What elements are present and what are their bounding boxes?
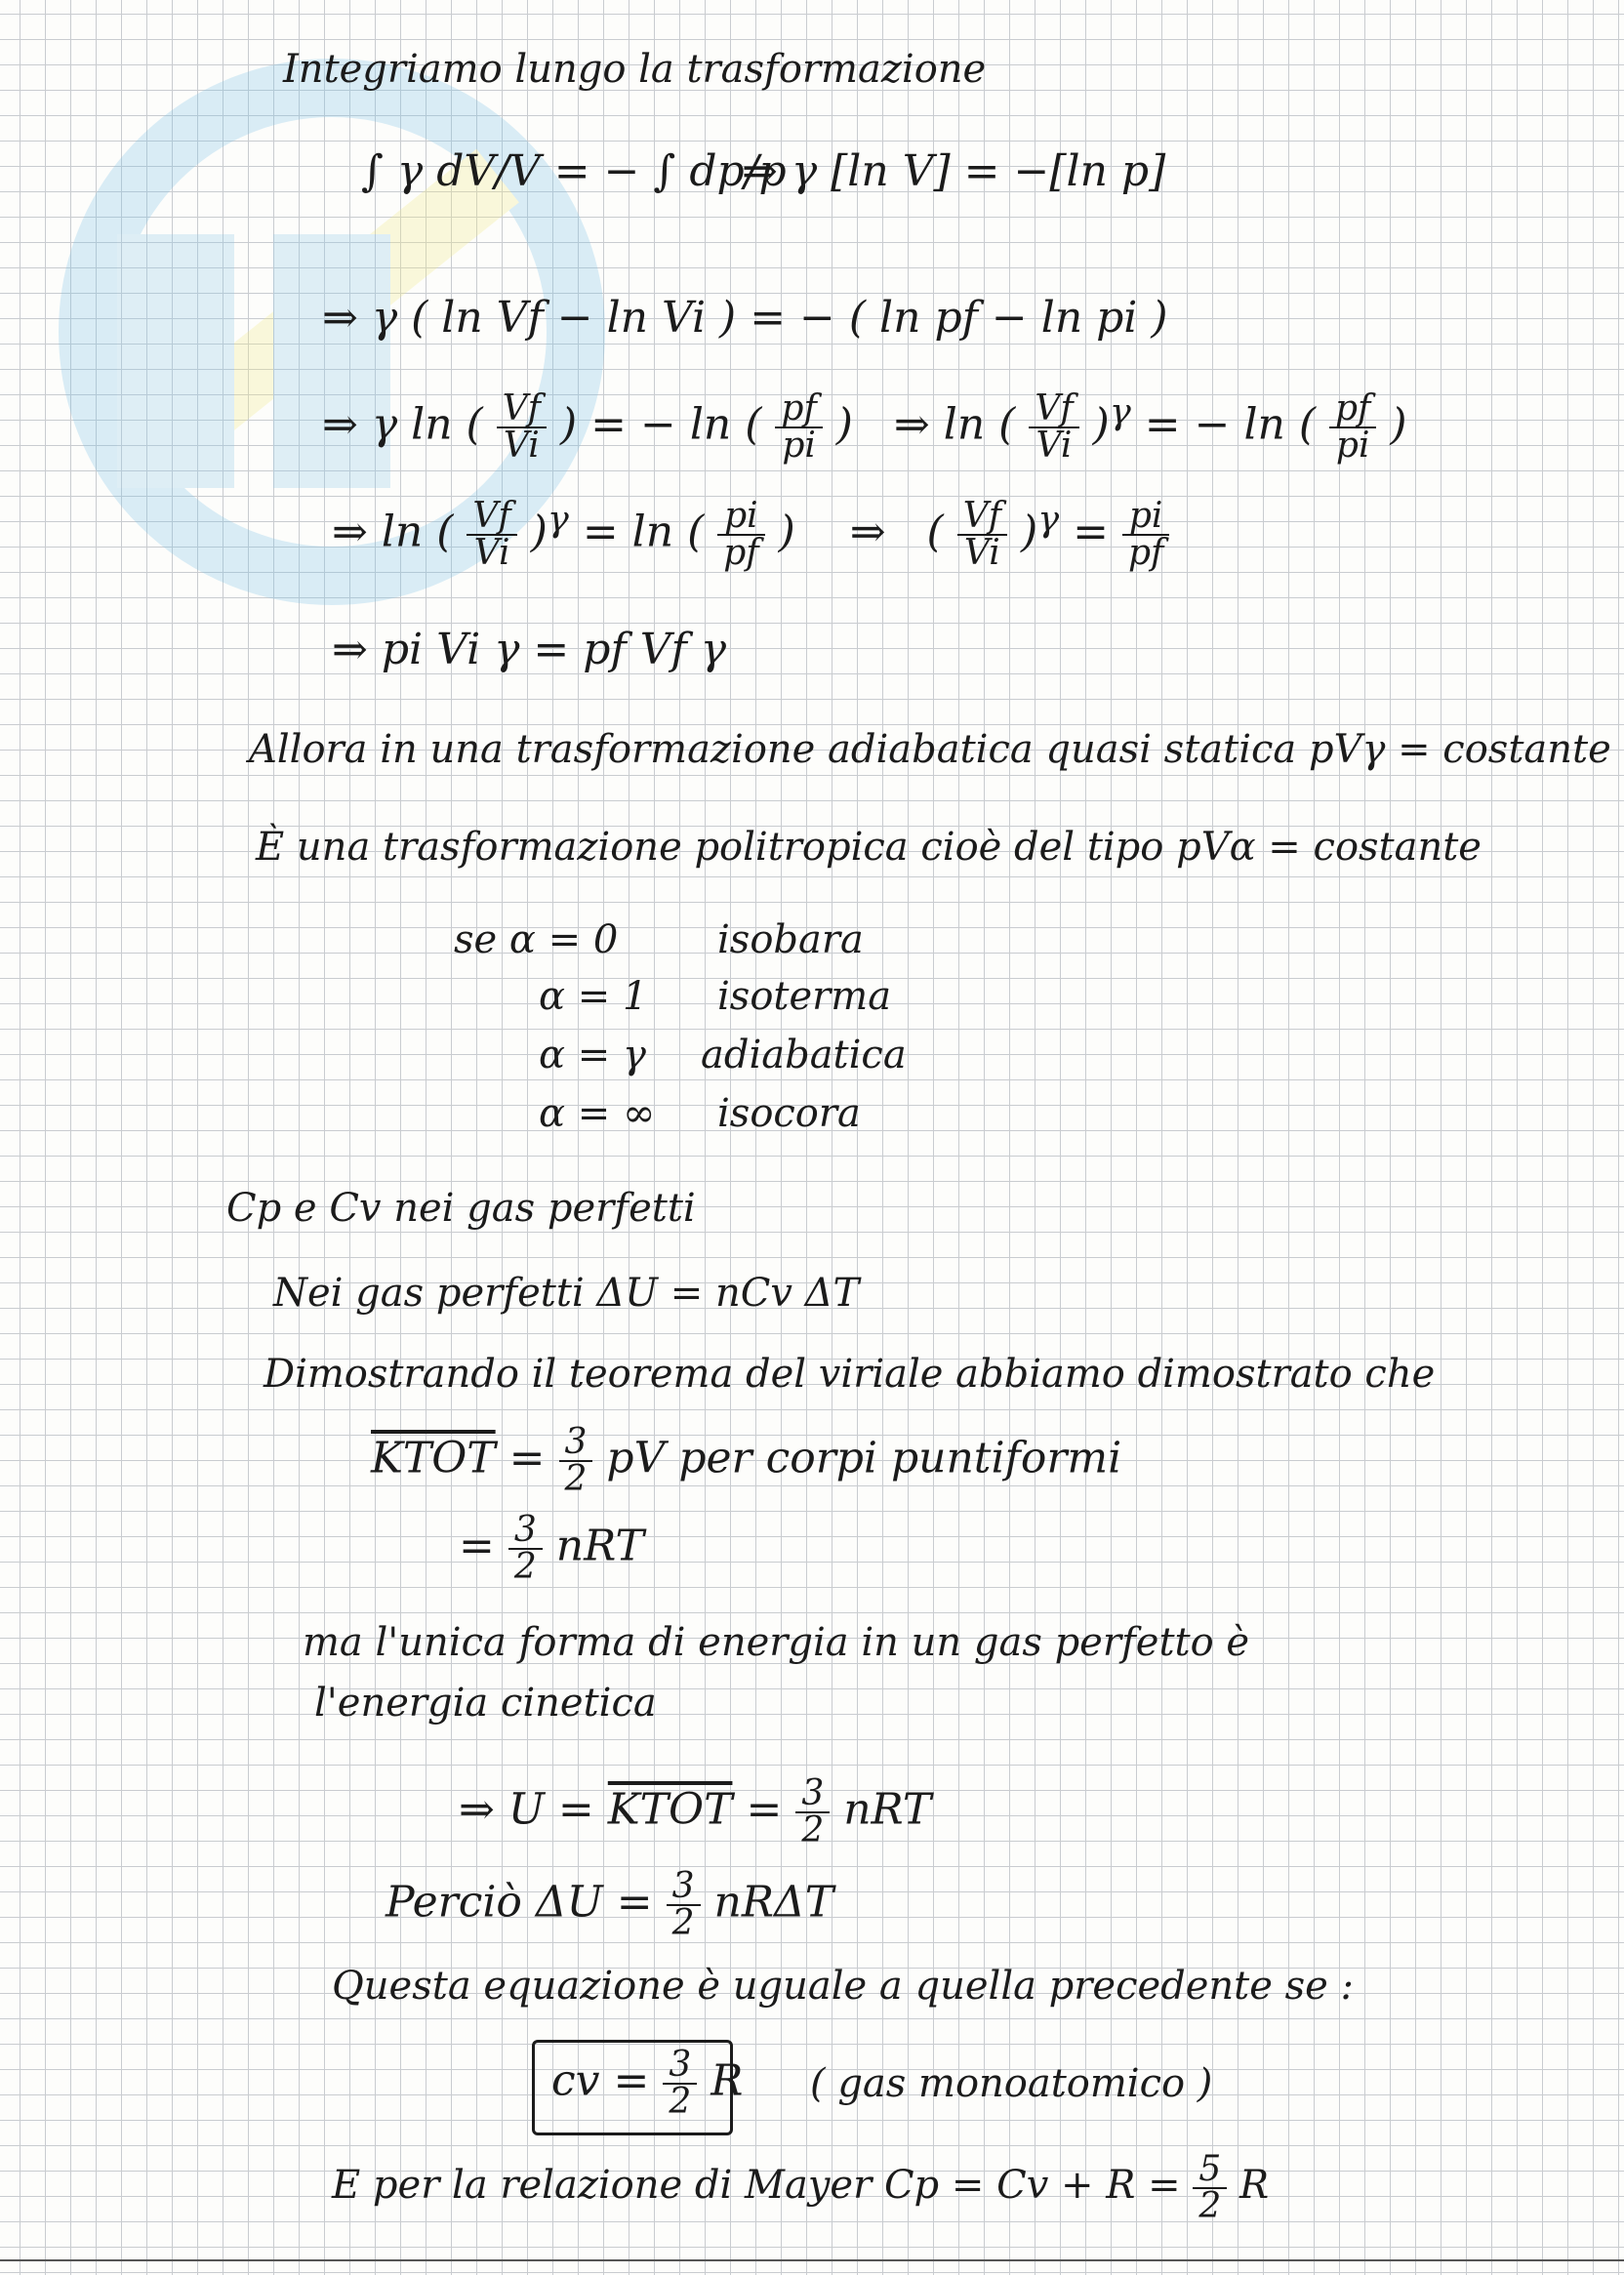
fraction-pf-pi: $\frac{pf}{pi}$: [775, 391, 822, 464]
note-line-1: Integriamo lungo la trasformazione: [283, 47, 987, 92]
adiabatic-result-line: ⇒ pi Vi γ = pf Vf γ: [332, 625, 727, 674]
page-bottom-rule: [0, 2259, 1624, 2261]
k-tot-symbol-2: KTOT: [607, 1784, 733, 1835]
exponent-gamma: γ: [1109, 390, 1131, 432]
delta-u-nrdt: nRΔT: [713, 1877, 834, 1928]
case-name-1: isobara: [717, 917, 864, 962]
fraction-three-halves-5: $\frac{3}{2}$: [663, 2048, 697, 2120]
fraction-pi-pf: $\frac{pi}{pf}$: [717, 499, 764, 571]
case-name-2: isoterma: [717, 974, 892, 1019]
u-equals-line: [459, 1773, 932, 1850]
energy-form-line: ma l'unica forma di energia in un gas perfetto è: [303, 1620, 1250, 1665]
mayer-relation-line: [332, 2149, 1270, 2226]
fraction-pf-pi-2: $\frac{pf}{pi}$: [1329, 391, 1376, 464]
case-cond-3: α = γ: [539, 1033, 646, 1077]
nrt-text: nRT: [555, 1521, 644, 1571]
exponent-gamma-2: γ: [547, 498, 569, 540]
fraction-vf-vi-2: $\frac{Vf}{Vi}$: [1029, 391, 1078, 464]
monoatomic-note: ( gas monoatomico ): [810, 2061, 1213, 2106]
kinetic-energy-word-line: l'energia cinetica: [314, 1681, 657, 1726]
integral-equation-left: ∫ γ dV/V = − ∫ dp/p: [361, 146, 787, 196]
fraction-pi-pf-2: $\frac{pi}{pf}$: [1122, 499, 1169, 571]
log-ratio-equals: = − ln: [590, 399, 732, 450]
log-equality-implies: ⇒: [849, 507, 886, 557]
u-equals-prefix: ⇒ U =: [459, 1784, 594, 1835]
delta-u-prefix: Perciò ΔU =: [386, 1877, 653, 1928]
fraction-three-halves: $\frac{3}{2}$: [559, 1425, 593, 1497]
fraction-vf-vi-4: $\frac{Vf}{Vi}$: [957, 499, 1007, 571]
k-tot-pv-text: pV per corpi puntiformi: [606, 1433, 1122, 1483]
case-name-3: adiabatica: [701, 1033, 907, 1077]
case-name-4: isocora: [717, 1091, 861, 1136]
equation-comparison-line: Questa equazione è uguale a quella precedente se :: [332, 1964, 1355, 2009]
adiabatic-statement: Allora in una trasformazione adiabatica quasi statica pVγ = costante: [249, 727, 1611, 772]
k-tot-symbol: KTOT: [371, 1433, 496, 1483]
log-ratio-line: ⇒ γ ln ( $\frac{Vf}{Vi}$ ) = − ln ( $\frac{pf}{pi}$ ) ⇒ ln ( $\frac{Vf}{Vi}$ )$^\gamma$ = − ln ( $\frac{pf}{pi}$ ): [322, 388, 1407, 467]
fraction-three-halves-4: $\frac{3}{2}$: [667, 1869, 701, 1941]
mayer-text: E per la relazione di Mayer Cp = Cv + R =: [332, 2163, 1181, 2208]
u-equals-nrt: nRT: [843, 1784, 932, 1835]
case-cond-1: se α = 0: [454, 917, 619, 962]
log-difference-line: ⇒ γ ( ln Vf − ln Vi ) = − ( ln pf − ln pi ): [322, 293, 1168, 343]
log-equality-line: ⇒ ln ( $\frac{Vf}{Vi}$ )$^\gamma$ = ln ( $\frac{pi}{pf}$ ) ⇒ ( $\frac{Vf}{Vi}$ )$^\gamma$ = $\frac{pi}{pf}$: [332, 498, 1169, 571]
fraction-vf-vi: $\frac{Vf}{Vi}$: [497, 391, 547, 464]
virial-line: Dimostrando il teorema del viriale abbiamo dimostrato che: [264, 1352, 1436, 1397]
fraction-three-halves-2: $\frac{3}{2}$: [508, 1513, 543, 1585]
kinetic-energy-line: [371, 1422, 1122, 1499]
section-heading: Cp e Cv nei gas perfetti: [226, 1186, 696, 1231]
delta-u-line: [386, 1866, 834, 1943]
exponent-gamma-3: γ: [1037, 498, 1060, 540]
polytropic-statement: È una trasformazione politropica cioè del tipo pVα = costante: [256, 825, 1482, 870]
log-ratio-equals-2: = − ln: [1144, 399, 1285, 450]
internal-energy-line: Nei gas perfetti ΔU = nCv ΔT: [273, 1271, 860, 1316]
fraction-vf-vi-3: $\frac{Vf}{Vi}$: [467, 499, 516, 571]
log-equality-equals: = ln: [582, 507, 674, 557]
boxed-cv-formula: [551, 2045, 744, 2122]
mayer-r: R: [1238, 2163, 1270, 2208]
fraction-five-halves: $\frac{5}{2}$: [1193, 2152, 1227, 2224]
log-ratio-implies: ⇒ ln: [893, 399, 986, 450]
log-ratio-prefix: ⇒ γ ln: [322, 399, 453, 450]
case-cond-4: α = ∞: [539, 1091, 656, 1136]
log-equality-prefix: ⇒ ln: [332, 507, 424, 557]
nrt-equals: =: [459, 1521, 495, 1571]
integral-equation-right: ⇒ γ [ln V] = −[ln p]: [742, 146, 1166, 196]
k-tot-equals: =: [508, 1433, 546, 1483]
u-equals-eq: =: [746, 1784, 783, 1835]
cv-label: cv =: [551, 2055, 650, 2106]
fraction-three-halves-3: $\frac{3}{2}$: [795, 1776, 830, 1848]
nrt-line: [459, 1510, 644, 1587]
case-cond-2: α = 1: [539, 974, 648, 1019]
cv-r: R: [710, 2055, 744, 2106]
